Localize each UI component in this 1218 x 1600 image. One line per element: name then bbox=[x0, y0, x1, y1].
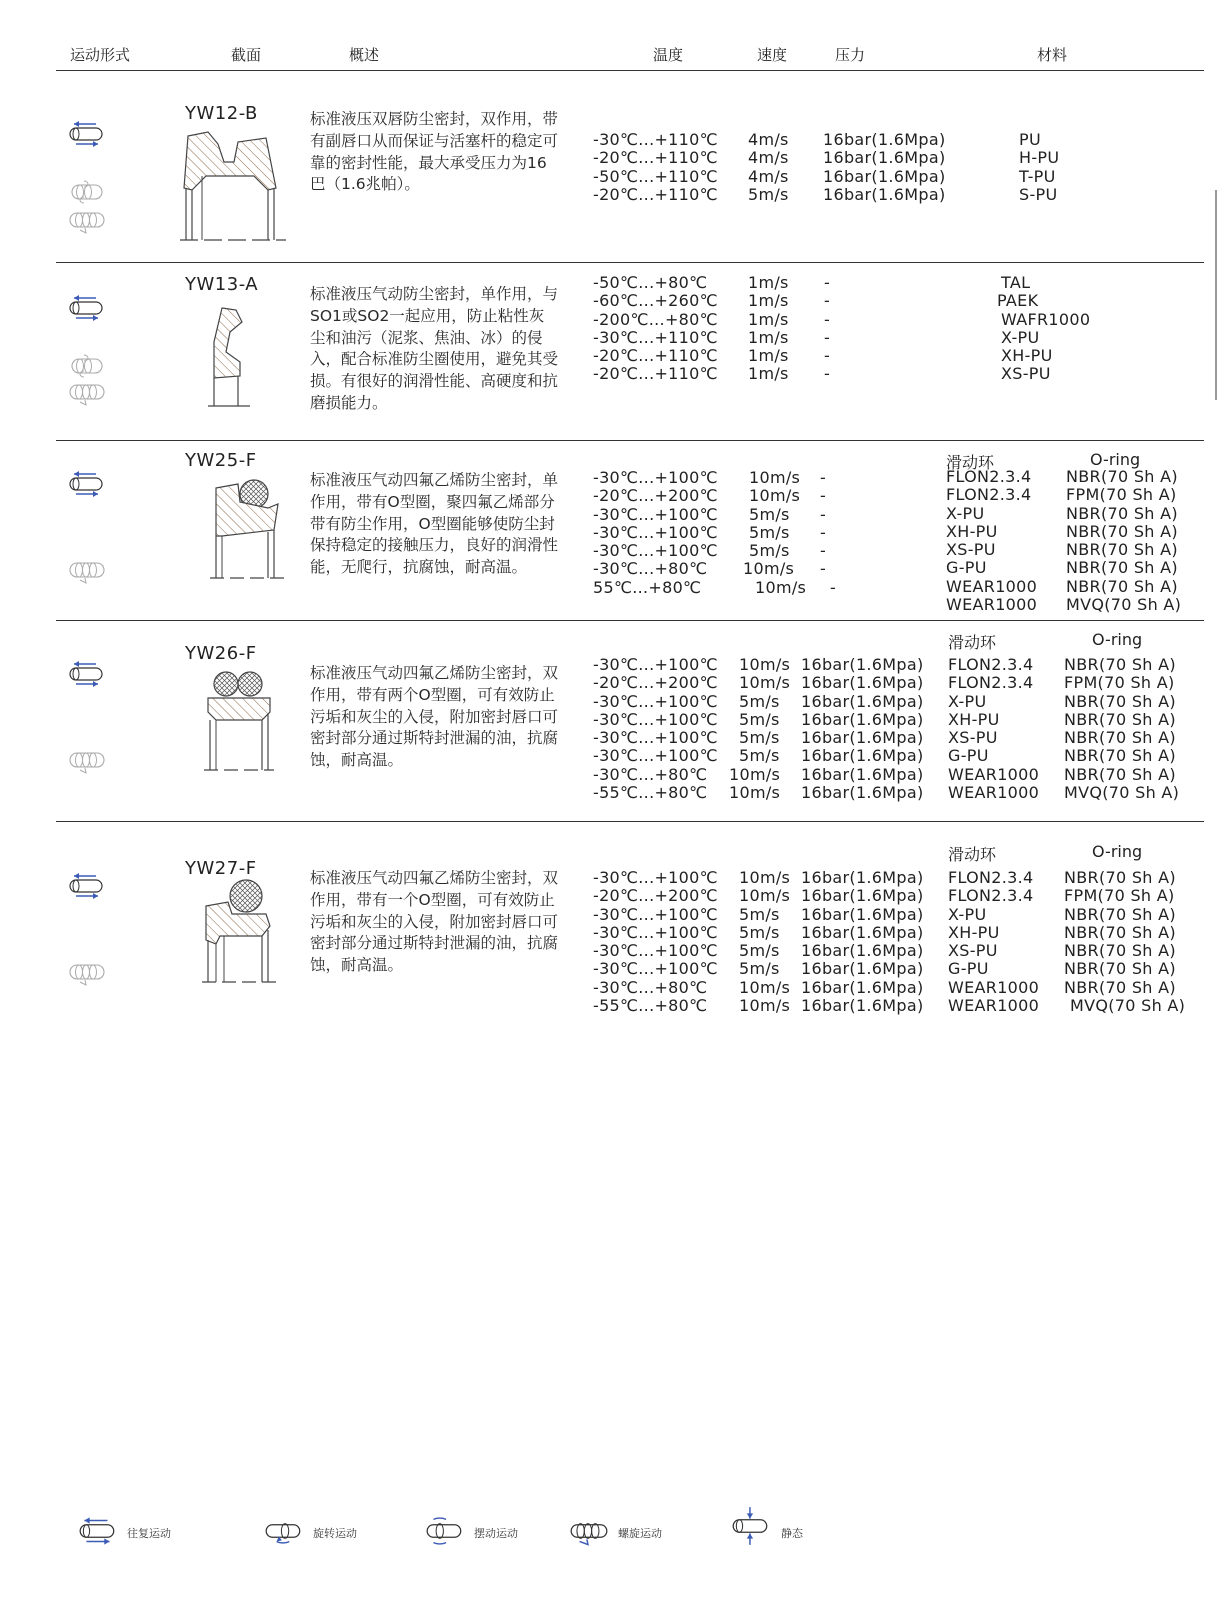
list-item: 10m/s bbox=[729, 783, 781, 803]
list-item: 10m/s bbox=[739, 655, 791, 674]
oscillating-legend-icon bbox=[423, 1516, 467, 1546]
cross-section-diagram bbox=[200, 302, 264, 410]
list-item: -30℃...+100℃ bbox=[593, 504, 718, 524]
list-item: NBR(70 Sh A) bbox=[1064, 904, 1176, 924]
list-item: 16bar(1.6Mpa) bbox=[823, 184, 946, 204]
header-temp: 温度 bbox=[653, 46, 684, 64]
list-item: NBR(70 Sh A) bbox=[1064, 977, 1176, 997]
material-list bbox=[997, 273, 1091, 384]
list-item: 16bar(1.6Mpa) bbox=[801, 655, 924, 674]
list-item: 16bar(1.6Mpa) bbox=[823, 148, 946, 168]
list-item: -55℃...+80℃ bbox=[593, 996, 708, 1016]
list-item: 1m/s bbox=[748, 273, 789, 292]
list-item: XS-PU bbox=[948, 728, 998, 748]
list-item: FLON2.3.4 bbox=[948, 886, 1034, 906]
list-item: -30℃...+100℃ bbox=[593, 541, 718, 561]
list-item: -30℃...+100℃ bbox=[593, 522, 718, 542]
list-item: -30℃...+100℃ bbox=[593, 922, 718, 942]
list-item: 16bar(1.6Mpa) bbox=[801, 922, 924, 942]
description: 标准液压气动四氟乙烯防尘密封，单作用，带有O型圈，聚四氟乙烯部分带有防尘作用，O型圈能够使防尘封保持稳定的接触压力，良好的润滑性能，无爬行，抗腐蚀，耐高温。 bbox=[310, 471, 559, 577]
list-item: XS-PU bbox=[946, 540, 996, 560]
header-divider bbox=[56, 70, 1204, 71]
list-item: 1m/s bbox=[748, 346, 789, 366]
list-item: -20℃...+200℃ bbox=[593, 486, 718, 506]
pressure-list bbox=[823, 131, 946, 204]
list-item: 5m/s bbox=[739, 904, 780, 924]
list-item: -20℃...+200℃ bbox=[593, 886, 718, 906]
rotating-legend-icon bbox=[262, 1516, 306, 1546]
list-item: 5m/s bbox=[748, 184, 789, 204]
list-item: 1m/s bbox=[748, 309, 789, 329]
list-item: -30℃...+110℃ bbox=[593, 327, 718, 347]
pressure-list bbox=[824, 274, 830, 384]
list-item: -30℃...+100℃ bbox=[593, 904, 718, 924]
list-item: XH-PU bbox=[948, 709, 1000, 729]
list-item: -20℃...+110℃ bbox=[593, 346, 718, 366]
helical-motion-icon bbox=[66, 958, 108, 986]
header-material: 材料 bbox=[1037, 46, 1068, 64]
header-motion: 运动形式 bbox=[70, 46, 131, 64]
pressure-list bbox=[801, 656, 924, 802]
list-item: -60℃...+260℃ bbox=[593, 291, 718, 311]
list-item: -30℃...+100℃ bbox=[593, 728, 718, 748]
reciprocating-motion-icon bbox=[66, 294, 108, 322]
part-code: YW12-B bbox=[185, 103, 258, 124]
part-code: YW13-A bbox=[185, 274, 259, 295]
list-item: X-PU bbox=[946, 503, 985, 523]
list-item: X-PU bbox=[1001, 327, 1040, 347]
list-item: -20℃...+110℃ bbox=[593, 364, 718, 384]
list-item: -30℃...+100℃ bbox=[593, 868, 718, 887]
reciprocating-motion-icon bbox=[66, 872, 108, 900]
oring-list bbox=[1064, 869, 1185, 1015]
list-item: FLON2.3.4 bbox=[946, 467, 1032, 486]
list-item: NBR(70 Sh A) bbox=[1066, 558, 1178, 578]
list-item: FLON2.3.4 bbox=[948, 655, 1034, 674]
list-item: S-PU bbox=[1019, 184, 1058, 204]
list-item: NBR(70 Sh A) bbox=[1064, 922, 1176, 942]
list-item: NBR(70 Sh A) bbox=[1066, 576, 1178, 596]
rotating-motion-icon bbox=[66, 178, 108, 206]
list-item: -30℃...+80℃ bbox=[593, 559, 708, 579]
list-item: 10m/s bbox=[755, 577, 807, 597]
list-item: WEAR1000 bbox=[946, 576, 1038, 596]
list-item: NBR(70 Sh A) bbox=[1064, 959, 1176, 979]
list-item: -30℃...+100℃ bbox=[593, 691, 718, 711]
reciprocating-legend-icon bbox=[76, 1516, 120, 1546]
temperature-list bbox=[593, 469, 718, 597]
list-item: NBR(70 Sh A) bbox=[1066, 540, 1178, 560]
legend-label: 摆动运动 bbox=[474, 1527, 518, 1540]
oring-list bbox=[1066, 468, 1181, 614]
list-item: 16bar(1.6Mpa) bbox=[801, 728, 924, 748]
list-item: -30℃...+80℃ bbox=[593, 764, 708, 784]
reciprocating-motion-icon bbox=[66, 120, 108, 148]
list-item: -30℃...+100℃ bbox=[593, 468, 718, 487]
list-item: -20℃...+200℃ bbox=[593, 673, 718, 693]
list-item: 5m/s bbox=[749, 541, 790, 561]
rotating-motion-icon bbox=[66, 352, 108, 380]
temperature-list bbox=[593, 656, 718, 802]
list-item: -55℃...+80℃ bbox=[593, 783, 708, 803]
sliding-ring-list bbox=[948, 869, 1039, 1015]
list-item: 4m/s bbox=[748, 148, 789, 168]
list-item: X-PU bbox=[948, 904, 987, 924]
list-item: 55℃...+80℃ bbox=[593, 577, 702, 597]
list-item: 10m/s bbox=[739, 977, 791, 997]
part-code: YW25-F bbox=[185, 450, 257, 471]
speed-list bbox=[743, 468, 807, 597]
list-item: - bbox=[820, 486, 827, 506]
list-item: 16bar(1.6Mpa) bbox=[801, 886, 924, 906]
list-item: XS-PU bbox=[1001, 364, 1051, 384]
list-item: - bbox=[824, 327, 831, 347]
list-item: FLON2.3.4 bbox=[946, 485, 1032, 505]
helical-motion-icon bbox=[66, 556, 108, 584]
list-item: MVQ(70 Sh A) bbox=[1064, 783, 1180, 803]
list-item: FPM(70 Sh A) bbox=[1064, 886, 1175, 906]
list-item: 1m/s bbox=[748, 291, 789, 311]
list-item: T-PU bbox=[1019, 166, 1056, 186]
list-item: - bbox=[824, 346, 831, 366]
list-item: G-PU bbox=[948, 959, 989, 979]
list-item: -30℃...+100℃ bbox=[593, 709, 718, 729]
list-item: FPM(70 Sh A) bbox=[1064, 673, 1175, 693]
list-item: 5m/s bbox=[739, 941, 780, 961]
helical-motion-icon bbox=[66, 746, 108, 774]
sliding-ring-header: 滑动环 bbox=[946, 453, 995, 472]
list-item: - bbox=[820, 541, 827, 561]
header-speed: 速度 bbox=[757, 46, 788, 64]
list-item: 16bar(1.6Mpa) bbox=[801, 996, 924, 1016]
list-item: - bbox=[824, 291, 831, 311]
speed-list bbox=[748, 131, 789, 204]
list-item: - bbox=[820, 468, 827, 487]
cross-section-diagram bbox=[200, 878, 280, 988]
list-item: -30℃...+100℃ bbox=[593, 655, 718, 674]
sliding-ring-list bbox=[946, 468, 1037, 614]
list-item: 10m/s bbox=[739, 996, 791, 1016]
list-item: FLON2.3.4 bbox=[948, 673, 1034, 693]
temperature-list bbox=[593, 869, 718, 1015]
list-item: XH-PU bbox=[1001, 346, 1053, 366]
list-item: NBR(70 Sh A) bbox=[1064, 709, 1176, 729]
static-legend-icon bbox=[729, 1506, 773, 1546]
list-item: FPM(70 Sh A) bbox=[1066, 485, 1177, 505]
list-item: 16bar(1.6Mpa) bbox=[801, 746, 924, 766]
list-item: MVQ(70 Sh A) bbox=[1066, 595, 1182, 615]
list-item: - bbox=[820, 504, 827, 524]
temperature-list bbox=[593, 131, 718, 204]
list-item: 5m/s bbox=[739, 691, 780, 711]
list-item: 16bar(1.6Mpa) bbox=[801, 977, 924, 997]
list-item: 5m/s bbox=[739, 959, 780, 979]
list-item: H-PU bbox=[1019, 148, 1060, 168]
list-item: -30℃...+100℃ bbox=[593, 959, 718, 979]
legend-label: 旋转运动 bbox=[313, 1527, 357, 1540]
list-item: -20℃...+110℃ bbox=[593, 148, 718, 168]
description: 标准液压气动防尘密封，单作用，与SO1或SO2一起应用，防止粘性灰尘和油污（泥浆、焦油、冰）的侵入，配合标准防尘圈使用，避免其受损。有很好的润滑性能、高硬度和抗磨损能力。 bbox=[310, 285, 559, 412]
row-divider bbox=[56, 821, 1204, 822]
list-item: WEAR1000 bbox=[946, 595, 1038, 615]
list-item: -50℃...+80℃ bbox=[593, 273, 708, 292]
helical-legend-icon bbox=[567, 1516, 611, 1546]
list-item: 5m/s bbox=[739, 728, 780, 748]
list-item: NBR(70 Sh A) bbox=[1066, 503, 1178, 523]
list-item: 10m/s bbox=[739, 868, 791, 887]
list-item: PAEK bbox=[997, 291, 1039, 311]
legend-label: 往复运动 bbox=[127, 1527, 171, 1540]
list-item: NBR(70 Sh A) bbox=[1066, 467, 1178, 486]
sliding-ring-header: 滑动环 bbox=[948, 845, 997, 864]
pressure-list bbox=[801, 869, 924, 1015]
list-item: 5m/s bbox=[739, 709, 780, 729]
cross-section-diagram bbox=[206, 474, 290, 584]
row-divider bbox=[56, 440, 1204, 441]
header-pressure: 压力 bbox=[835, 46, 866, 64]
list-item: -30℃...+100℃ bbox=[593, 941, 718, 961]
list-item: NBR(70 Sh A) bbox=[1064, 764, 1176, 784]
list-item: 16bar(1.6Mpa) bbox=[801, 904, 924, 924]
list-item: 10m/s bbox=[729, 764, 781, 784]
list-item: G-PU bbox=[948, 746, 989, 766]
list-item: NBR(70 Sh A) bbox=[1064, 868, 1176, 887]
header-overview: 概述 bbox=[349, 46, 380, 64]
pressure-list bbox=[820, 469, 836, 597]
list-item: 4m/s bbox=[748, 130, 789, 149]
oring-list bbox=[1064, 656, 1179, 802]
list-item: - bbox=[820, 522, 827, 542]
list-item: WEAR1000 bbox=[948, 764, 1040, 784]
list-item: 10m/s bbox=[743, 559, 795, 579]
oring-header: O-ring bbox=[1090, 450, 1141, 469]
list-item: TAL bbox=[1001, 273, 1031, 292]
list-item: NBR(70 Sh A) bbox=[1064, 746, 1176, 766]
oring-header: O-ring bbox=[1092, 842, 1143, 861]
list-item: 16bar(1.6Mpa) bbox=[823, 130, 946, 149]
row-divider bbox=[56, 620, 1204, 621]
list-item: XH-PU bbox=[948, 922, 1000, 942]
list-item: 16bar(1.6Mpa) bbox=[801, 691, 924, 711]
list-item: 16bar(1.6Mpa) bbox=[823, 166, 946, 186]
list-item: X-PU bbox=[948, 691, 987, 711]
header-section: 截面 bbox=[231, 46, 262, 64]
cross-section-diagram bbox=[178, 128, 290, 244]
list-item: XH-PU bbox=[946, 521, 998, 541]
list-item: 10m/s bbox=[739, 886, 791, 906]
list-item: -30℃...+110℃ bbox=[593, 130, 718, 149]
helical-motion-icon bbox=[66, 206, 108, 234]
list-item: 5m/s bbox=[749, 522, 790, 542]
list-item: FLON2.3.4 bbox=[948, 868, 1034, 887]
part-code: YW26-F bbox=[185, 643, 257, 664]
list-item: WEAR1000 bbox=[948, 783, 1040, 803]
list-item: XS-PU bbox=[948, 941, 998, 961]
list-item: 4m/s bbox=[748, 166, 789, 186]
list-item: -20℃...+110℃ bbox=[593, 184, 718, 204]
list-item: - bbox=[824, 273, 831, 292]
list-item: WAFR1000 bbox=[1001, 309, 1091, 329]
helical-motion-icon bbox=[66, 378, 108, 406]
part-code: YW27-F bbox=[185, 858, 257, 879]
sliding-ring-header: 滑动环 bbox=[948, 633, 997, 652]
description: 标准液压双唇防尘密封，双作用，带有副唇口从而保证与活塞杆的稳定可靠的密封性能，最大承受压力为16巴（1.6兆帕）。 bbox=[310, 110, 559, 194]
list-item: 10m/s bbox=[749, 468, 801, 487]
list-item: NBR(70 Sh A) bbox=[1066, 521, 1178, 541]
list-item: -200℃...+80℃ bbox=[593, 309, 718, 329]
list-item: MVQ(70 Sh A) bbox=[1070, 996, 1186, 1016]
sliding-ring-list bbox=[948, 656, 1039, 802]
list-item: 5m/s bbox=[739, 746, 780, 766]
oring-header: O-ring bbox=[1092, 630, 1143, 649]
legend-label: 静态 bbox=[781, 1527, 803, 1540]
speed-list bbox=[748, 274, 789, 384]
list-item: 16bar(1.6Mpa) bbox=[801, 709, 924, 729]
list-item: - bbox=[820, 559, 827, 579]
list-item: -50℃...+110℃ bbox=[593, 166, 718, 186]
description: 标准液压气动四氟乙烯防尘密封，双作用，带有一个O型圈，可有效防止污垢和灰尘的入侵，附加密封唇口可密封部分通过斯特封泄漏的油，抗腐蚀，耐高温。 bbox=[310, 869, 559, 975]
reciprocating-motion-icon bbox=[66, 660, 108, 688]
list-item: 16bar(1.6Mpa) bbox=[801, 941, 924, 961]
row-divider bbox=[56, 262, 1204, 263]
material-list bbox=[1019, 131, 1059, 204]
list-item: 16bar(1.6Mpa) bbox=[801, 868, 924, 887]
list-item: 10m/s bbox=[739, 673, 791, 693]
list-item: - bbox=[830, 577, 837, 597]
reciprocating-motion-icon bbox=[66, 470, 108, 498]
list-item: 1m/s bbox=[748, 327, 789, 347]
list-item: WEAR1000 bbox=[948, 977, 1040, 997]
list-item: - bbox=[824, 309, 831, 329]
description: 标准液压气动四氟乙烯防尘密封，双作用，带有两个O型圈，可有效防止污垢和灰尘的入侵，附加密封唇口可密封部分通过斯特封泄漏的油，抗腐蚀，耐高温。 bbox=[310, 664, 559, 770]
list-item: NBR(70 Sh A) bbox=[1064, 691, 1176, 711]
list-item: G-PU bbox=[946, 558, 987, 578]
list-item: 16bar(1.6Mpa) bbox=[801, 783, 924, 803]
page-edge-mark bbox=[1215, 190, 1217, 400]
legend-label: 螺旋运动 bbox=[618, 1527, 662, 1540]
list-item: NBR(70 Sh A) bbox=[1064, 655, 1176, 674]
list-item: 5m/s bbox=[749, 504, 790, 524]
cross-section-diagram bbox=[202, 668, 278, 776]
list-item: - bbox=[824, 364, 831, 384]
speed-list bbox=[729, 655, 791, 803]
list-item: 16bar(1.6Mpa) bbox=[801, 673, 924, 693]
list-item: 1m/s bbox=[748, 364, 789, 384]
temperature-list bbox=[593, 274, 718, 384]
list-item: 16bar(1.6Mpa) bbox=[801, 959, 924, 979]
list-item: 16bar(1.6Mpa) bbox=[801, 764, 924, 784]
list-item: WEAR1000 bbox=[948, 996, 1040, 1016]
list-item: 10m/s bbox=[749, 486, 801, 506]
list-item: 5m/s bbox=[739, 922, 780, 942]
list-item: -30℃...+100℃ bbox=[593, 746, 718, 766]
list-item: -30℃...+80℃ bbox=[593, 977, 708, 997]
list-item: NBR(70 Sh A) bbox=[1064, 728, 1176, 748]
list-item: NBR(70 Sh A) bbox=[1064, 941, 1176, 961]
list-item: PU bbox=[1019, 130, 1041, 149]
speed-list bbox=[739, 869, 790, 1015]
